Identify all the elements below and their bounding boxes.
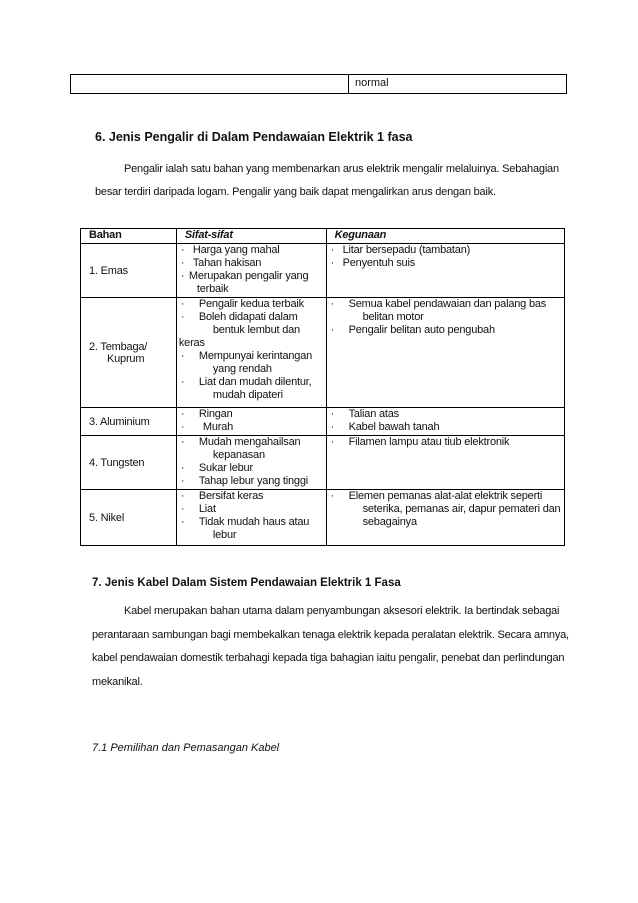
list-item-continuation: mudah dipateri: [212, 389, 283, 401]
bahan-cell: 5. Nikel: [81, 490, 177, 546]
kegunaan-cell: · Semua kabel pendawaian dan palang bas belitan motor · Pengalir belitan auto pengubah: [326, 298, 564, 408]
bahan-cell: 1. Emas: [81, 244, 177, 298]
table-row: [81, 436, 565, 490]
header-sifat: Sifat-sifat: [176, 229, 326, 244]
list-item: Mudah mengahailsan: [198, 436, 301, 448]
sifat-cell: · Mudah mengahailsan kepanasan · Sukar lebur · Tahap lebur yang tinggi: [176, 436, 326, 490]
header-kegunaan: Kegunaan: [326, 229, 564, 244]
kegunaan-cell: · Filamen lampu atau tiub elektronik: [326, 436, 564, 490]
list-item: Liat dan mudah dilentur,: [198, 376, 312, 388]
section71-heading: 7.1 Pemilihan dan Pemasangan Kabel: [92, 742, 280, 754]
bahan-cell: 3. Aluminium: [81, 408, 177, 436]
kegunaan-cell: · Litar bersepadu (tambatan) · Penyentuh suis: [326, 244, 564, 298]
table-row: [81, 408, 565, 436]
list-item: Tahan hakisan: [192, 257, 262, 269]
list-item-continuation: lebur: [212, 529, 237, 541]
section7-line1: Kabel merupakan bahan utama dalam penyambungan aksesori elektrik. Ia bertindak sebagai: [124, 605, 560, 617]
list-item: Tidak mudah haus atau: [198, 516, 310, 528]
kegunaan-cell: · Talian atas · Kabel bawah tanah: [326, 408, 564, 436]
list-item-continuation: yang rendah: [212, 363, 272, 375]
section7-line4: mekanikal.: [92, 676, 143, 688]
sifat-cell: · Ringan · Murah: [176, 408, 326, 436]
list-item: Filamen lampu atau tiub elektronik: [348, 436, 510, 448]
table-row: [81, 244, 565, 298]
list-item: Semua kabel pendawaian dan palang bas: [348, 298, 547, 310]
list-item: Boleh didapati dalam: [198, 311, 298, 323]
list-item: Sukar lebur: [198, 462, 253, 474]
section7-heading: 7. Jenis Kabel Dalam Sistem Pendawaian Elektrik 1 Fasa: [92, 577, 401, 589]
list-item: Ringan: [198, 408, 233, 420]
list-item: Litar bersepadu (tambatan): [342, 244, 471, 256]
table-row: [81, 298, 565, 408]
list-item: Murah: [202, 421, 234, 433]
sifat-cell: · Bersifat keras · Liat · Tidak mudah haus atau lebur: [176, 490, 326, 546]
bahan-cell: 2. Tembaga/ Kuprum: [81, 298, 177, 408]
list-item: Tahap lebur yang tinggi: [198, 475, 309, 487]
section7-line3: kabel pendawaian domestik terbahagi kepada tiga bahagian iaitu pengalir, penebat dan perlindungan: [92, 652, 565, 664]
list-item: Pengalir kedua terbaik: [198, 298, 304, 310]
list-item: Pengalir belitan auto pengubah: [348, 324, 495, 336]
list-item: Harga yang mahal: [192, 244, 280, 256]
conductor-table: [80, 228, 565, 546]
table-cell: normal: [355, 77, 389, 89]
list-item-continuation: sebagainya: [362, 516, 417, 528]
sifat-cell: · Harga yang mahal · Tahan hakisan · Merupakan pengalir yang terbaik: [176, 244, 326, 298]
section7-line2: perantaraan sambungan bagi membekalkan tenaga elektrik kepada peralatan elektrik. Secara amnya,: [92, 629, 569, 641]
list-item: Kabel bawah tanah: [348, 421, 440, 433]
section6-heading: 6. Jenis Pengalir di Dalam Pendawaian Elektrik 1 fasa: [95, 130, 413, 144]
list-item-continuation: terbaik: [196, 283, 229, 295]
list-item: Liat: [198, 503, 216, 515]
sifat-cell: · Pengalir kedua terbaik · Boleh didapati dalam bentuk lembut dan keras · Mempunyai kerintangan yang rendah · Liat dan mudah dilentur, mudah dipateri: [176, 298, 326, 408]
header-bahan: Bahan: [81, 229, 177, 244]
list-item: Talian atas: [348, 408, 399, 420]
table-row: [81, 490, 565, 546]
list-item-continuation: bentuk lembut dan: [212, 324, 300, 336]
list-item-continuation: belitan motor: [362, 311, 424, 323]
section6-para-line1: Pengalir ialah satu bahan yang membenarkan arus elektrik mengalir melaluinya. Sebahagian: [124, 163, 559, 175]
list-item-continuation: seterika, pemanas air, dapur pemateri dan: [362, 503, 561, 515]
table-header-row: [81, 229, 565, 244]
list-item: Mempunyai kerintangan: [198, 350, 313, 362]
table-divider: [348, 75, 349, 93]
list-item-continuation: keras: [178, 337, 205, 349]
bahan-cell: 4. Tungsten: [81, 436, 177, 490]
list-item: Merupakan pengalir yang: [188, 270, 309, 282]
list-item-continuation: kepanasan: [212, 449, 265, 461]
list-item: Elemen pemanas alat-alat elektrik seperti: [348, 490, 543, 502]
list-item: Penyentuh suis: [342, 257, 416, 269]
section6-para-line2: besar terdiri daripada logam. Pengalir yang baik dapat mengalirkan arus dengan baik.: [95, 186, 496, 198]
list-item: Bersifat keras: [198, 490, 264, 502]
top-table-fragment: [70, 74, 567, 94]
kegunaan-cell: · Elemen pemanas alat-alat elektrik seperti seterika, pemanas air, dapur pemateri dan sebagainya: [326, 490, 564, 546]
